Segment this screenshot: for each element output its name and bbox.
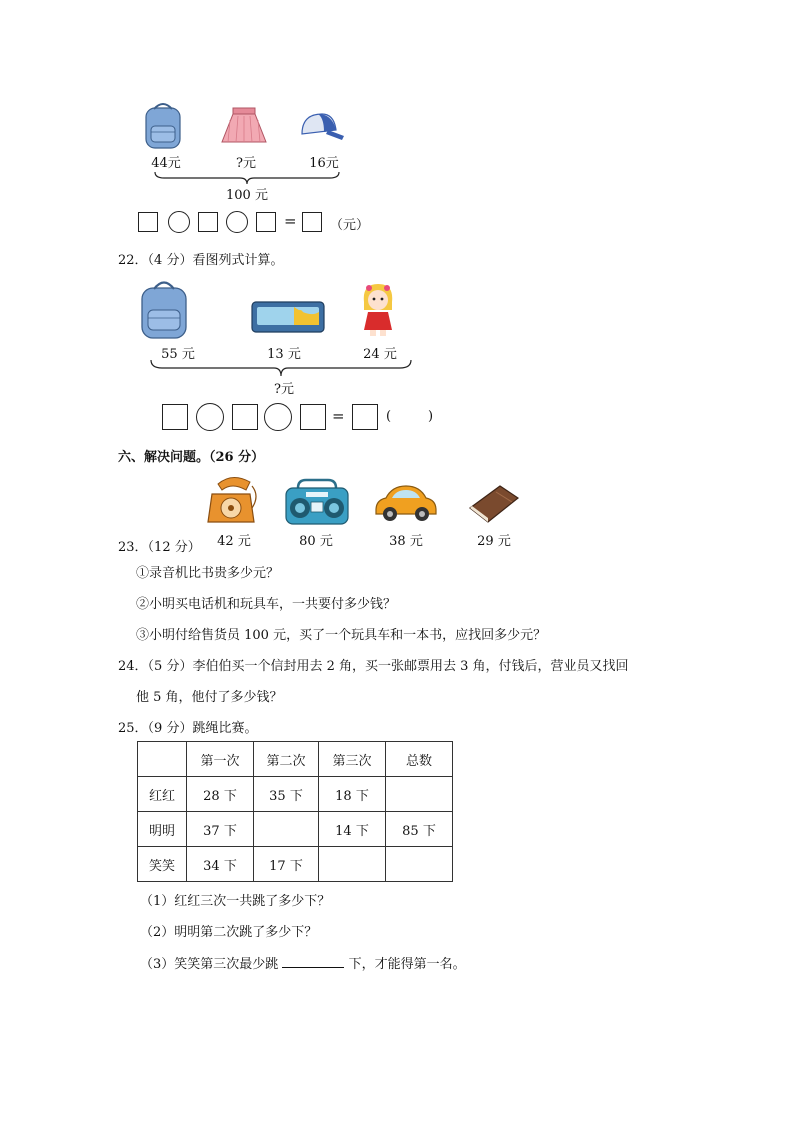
header-cell: 第三次 (319, 742, 386, 777)
question-text: 24．（5 分）李伯伯买一个信封用去 2 角，买一张邮票用去 3 角，付钱后，营业员又找回 (118, 659, 629, 674)
answer-box[interactable] (256, 212, 276, 232)
name-cell: 笑笑 (138, 847, 187, 882)
equals-sign: = (284, 212, 297, 230)
table-header-row (138, 742, 453, 777)
total-cell[interactable] (386, 777, 453, 812)
price-label: 80 元 (299, 534, 333, 549)
equals-sign: = (332, 407, 345, 425)
book-icon (466, 482, 520, 524)
skirt-icon (220, 106, 268, 146)
sub-question-text: 下，才能得第一名。 (348, 957, 466, 972)
price-label: 13 元 (267, 347, 301, 362)
sub-question: （2）明明第二次跳了多少下？ (140, 925, 318, 940)
question-header: 23．（12 分） (118, 540, 201, 555)
sub-question: ①录音机比书贵多少元？ (136, 566, 280, 581)
answer-box[interactable] (232, 404, 258, 430)
table-row (138, 812, 453, 847)
answer-box[interactable] (198, 212, 218, 232)
total-cell[interactable] (386, 847, 453, 882)
question-text: 他 5 角，他付了多少钱？ (136, 690, 283, 705)
sub-question (140, 953, 466, 972)
price-label: 29 元 (477, 534, 511, 549)
radio-icon (284, 478, 350, 526)
backpack-icon (140, 100, 186, 150)
price-label: ?元 (236, 156, 256, 171)
operator-circle[interactable] (226, 211, 248, 233)
price-label: 24 元 (363, 347, 397, 362)
operator-circle[interactable] (196, 403, 224, 431)
unit-label: （元） (330, 218, 370, 233)
header-cell (138, 742, 187, 777)
operator-circle[interactable] (168, 211, 190, 233)
score-cell[interactable] (254, 812, 319, 847)
answer-box[interactable] (352, 404, 378, 430)
sub-question: （1）红红三次一共跳了多少下？ (140, 894, 331, 909)
answer-blank[interactable] (282, 953, 344, 968)
sub-question: ②小明买电话机和玩具车，一共要付多少钱？ (136, 597, 397, 612)
unit-close: ) (428, 409, 434, 424)
backpack-icon (136, 278, 192, 340)
telephone-icon (204, 472, 260, 526)
header-cell: 第二次 (254, 742, 319, 777)
question-header: 25．（9 分）跳绳比赛。 (118, 721, 258, 736)
question-header: 22．（4 分）看图列式计算。 (118, 253, 284, 268)
header-cell: 第一次 (187, 742, 254, 777)
score-table (137, 741, 453, 882)
unit-open: ( (386, 409, 392, 424)
answer-box[interactable] (300, 404, 326, 430)
score-cell: 35 下 (254, 777, 319, 812)
table-row (138, 847, 453, 882)
score-cell[interactable] (319, 847, 386, 882)
answer-box[interactable] (162, 404, 188, 430)
table-row (138, 777, 453, 812)
score-cell: 28 下 (187, 777, 254, 812)
total-label: ?元 (274, 382, 294, 397)
sub-question: ③小明付给售货员 100 元，买了一个玩具车和一本书，应找回多少元？ (136, 628, 547, 643)
operator-circle[interactable] (264, 403, 292, 431)
price-label: 44元 (151, 156, 181, 171)
doll-icon (356, 280, 400, 340)
answer-box[interactable] (302, 212, 322, 232)
price-label: 55 元 (161, 347, 195, 362)
score-cell: 18 下 (319, 777, 386, 812)
section-title: 六、解决问题。（26 分） (118, 450, 265, 465)
total-cell: 85 下 (386, 812, 453, 847)
answer-box[interactable] (138, 212, 158, 232)
score-cell: 34 下 (187, 847, 254, 882)
pencil-case-icon (250, 300, 326, 334)
total-label: 100 元 (226, 188, 268, 203)
cap-icon (298, 110, 346, 144)
score-cell: 14 下 (319, 812, 386, 847)
toy-car-icon (372, 480, 440, 524)
name-cell: 明明 (138, 812, 187, 847)
brace (150, 358, 412, 378)
score-cell: 17 下 (254, 847, 319, 882)
score-cell: 37 下 (187, 812, 254, 847)
price-label: 16元 (309, 156, 339, 171)
sub-question-text: （3）笑笑第三次最少跳 (140, 957, 279, 972)
name-cell: 红红 (138, 777, 187, 812)
price-label: 38 元 (389, 534, 423, 549)
header-cell: 总数 (386, 742, 453, 777)
price-label: 42 元 (217, 534, 251, 549)
